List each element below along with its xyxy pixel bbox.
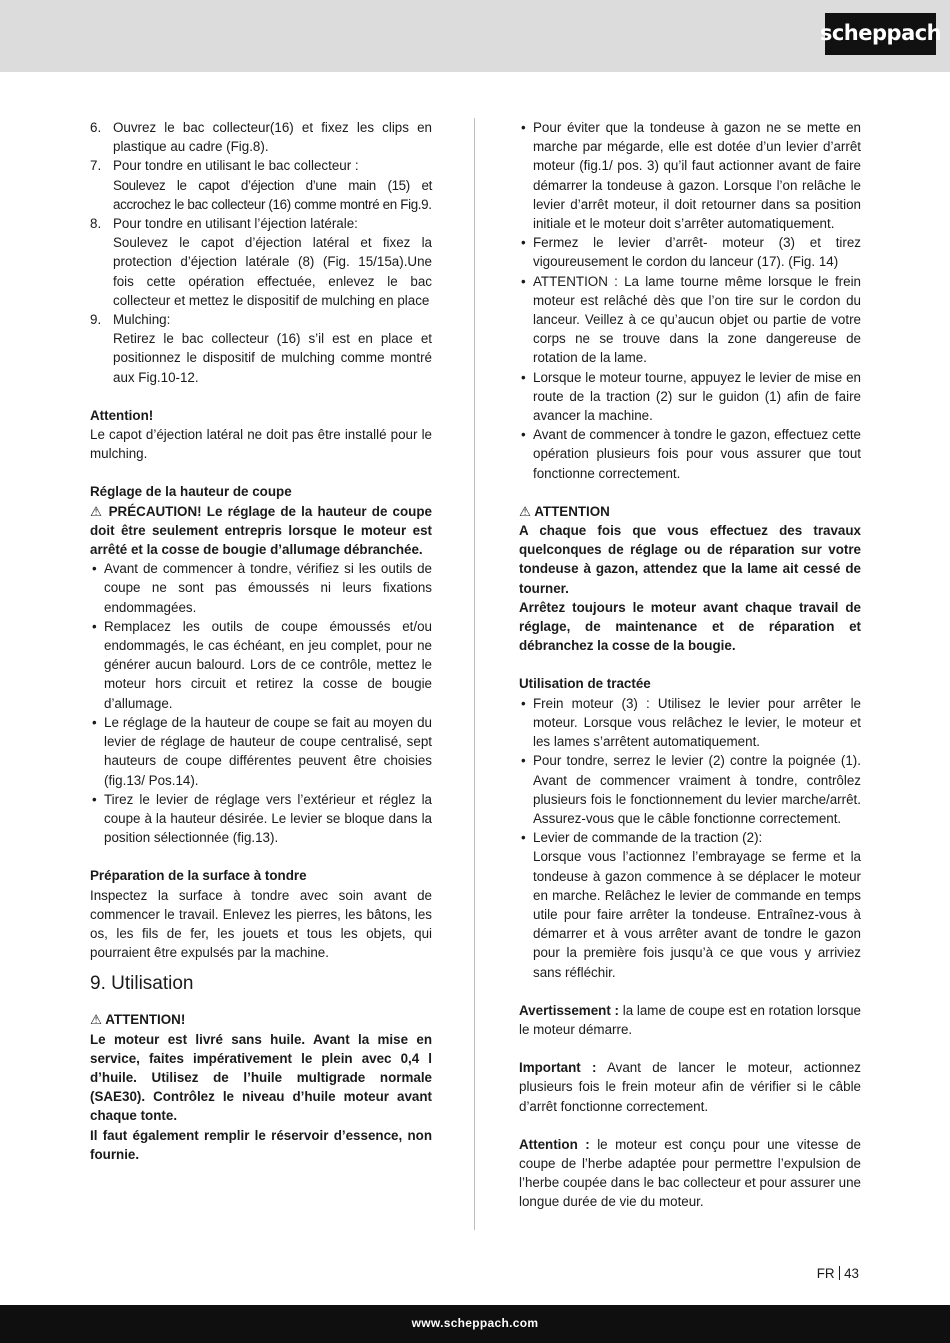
page-number [817,1264,859,1283]
attention2-text-fuel: Il faut également remplir le réservoir d’essence, non fournie. [90,1127,432,1162]
step-subtext: Soulevez le capot d’éjection d’une main (15) et accrochez le bac collecteur (16) comme montré en Fig.9. [113,177,432,212]
page-number-value: 43 [844,1266,859,1281]
step-text: Ouvrez le bac collecteur(16) et fixez les clips en plastique au cadre (Fig.8). [113,120,432,155]
list-item: • Lorsque le moteur tourne, appuyez le levier de mise en route de la traction (2) sur le guidon (1) afin de faire avancer la machine. [519,368,861,426]
important-paragraph [519,1058,861,1116]
footer-url[interactable]: www.scheppach.com [411,1316,539,1331]
list-item: • Pour tondre, serrez le levier (2) contre la poignée (1). Avant de commencer vraiment à tondre, contrôlez plusieurs fois le fonctionnement du levier marche/arrêt. Assurez-vous que le câble fonctionne correctement. [519,751,861,828]
step-subtext: Retirez le bac collecteur (16) s’il est en place et positionnez le dispositif de mulching comme montré aux Fig.10-12. [113,331,432,385]
warning-heading: ⚠ ATTENTION [519,503,610,519]
warning-text: A chaque fois que vous effectuez des travaux quelconques de réglage ou de réparation sur votre tondeuse à gazon, attendez que la lame ait cessé de tourner. [519,523,861,596]
page-header [0,0,950,72]
attention-text: Le capot d’éjection latéral ne doit pas être installé pour le mulching. [90,427,432,462]
left-column [90,118,432,1164]
step-7 [90,156,432,214]
list-item: • Avant de commencer à tondre le gazon, effectuez cette opération plusieurs fois pour vous assurer que tout fonctionne correctement. [519,425,861,483]
important-text: Avant de lancer le moteur, actionnez plusieurs fois le frein moteur afin de vérifier si le câble d’arrêt fonctionne correctement. [519,1060,861,1114]
list-item: • Le réglage de la hauteur de coupe se fait au moyen du levier de réglage de hauteur de coupe centralisé, sept hauteurs de coupe différentes peuvent être choisies (fig.13/ Pos.14). [90,713,432,790]
column-divider [474,118,475,1230]
list-item: • ATTENTION : La lame tourne même lorsque le frein moteur est relâché dès que l’on tire sur le cordon du lanceur. Veillez à ce qu’aucun objet ou partie de votre corps ne se trouve dans la zone dangereuse de rotation de la lame. [519,272,861,368]
preparation-text: Inspectez la surface à tondre avec soin avant de commencer le travail. Enlevez les pierres, les bâtons, les os, les fils de fer, les jouets et tous les objets, qui pourraient être expulsés par la machine. [90,887,432,961]
avertissement-text: la lame de coupe est en rotation lorsque le moteur démarre. [519,1002,861,1037]
tractee-heading: Utilisation de tractée [519,676,651,692]
attention-paragraph [519,1135,861,1212]
page-separator [839,1266,841,1280]
page-footer [0,1305,950,1343]
step-subtext: Soulevez le capot d’éjection latéral et fixez la protection d’éjection latérale (8) (Fig. 15/15a).Une fois cette opération effectuée, enlevez le bac collecteur et mettez le dispositif de mulching en place [113,235,432,308]
step-8 [90,214,432,310]
step-number: 8. [90,216,102,232]
step-number: 9. [90,312,102,328]
step-text: Mulching: [113,312,171,328]
important-label: Important : [519,1060,597,1076]
step-6 [90,118,432,156]
list-item: • Frein moteur (3) : Utilisez le levier pour arrêter le moteur. Lorsque vous relâchez le levier, le moteur et les lames s’arrêtent automatiquement. [519,694,861,752]
attention2-heading: ⚠ ATTENTION! [90,1012,186,1028]
list-item: • Avant de commencer à tondre, vérifiez si les outils de coupe ne sont pas émoussés ni leurs fixations endommagées. [90,559,432,617]
list-item [519,828,861,982]
step-number: 7. [90,158,102,174]
section-heading: 9. Utilisation [90,973,194,995]
list-item: • Pour éviter que la tondeuse à gazon ne se mette en marche par mégarde, elle est dotée d’un levier d’arrêt moteur (fig.1/ pos. 3) qu’il faut actionner avant de faire démarrer la tondeuse à gazon. Lorsque l’on relâche le levier d’arrêt moteur, il doit retourner dans sa position initiale et le moteur doit s’arrêter automatiquement. [519,118,861,233]
attention-text: le moteur est conçu pour une vitesse de coupe de l’herbe adaptée pour permettre l’expulsion de l’herbe coupée dans le bac collecteur et pour assurer une longue durée de vie du moteur. [519,1136,861,1210]
avertissement-label: Avertissement : [519,1002,619,1018]
list-item: • Tirez le levier de réglage vers l’extérieur et réglez la coupe à la hauteur désirée. Le levier se bloque dans la position sélectionnée (fig.13). [90,790,432,848]
right-column [519,118,861,1212]
step-number: 6. [90,120,102,135]
traction-text: Lorsque vous l’actionnez l’embrayage se ferme et la tondeuse à gazon commence à se déplacer le moteur en marche. Relâchez le levier de commande en temps utile pour faire arrêter la tondeuse. Entraînez-vous à démarrer et à vous arrêter avant de tondre le gazon pour la première fois jusqu’à ce que vous y arriviez sans réfléchir. [533,849,861,980]
list-item: • Remplacez les outils de coupe émoussés et/ou endommagés, le cas échéant, en jeu complet, pour ne générer aucun balourd. Lors de ce contrôle, mettez le moteur hors circuit et retirez la cosse de bougie d’allumage. [90,617,432,713]
step-9 [90,310,432,387]
page-language: FR [816,1266,835,1281]
list-item: • Fermez le levier d’arrêt- moteur (3) et tirez vigoureusement le cordon du lanceur (17). (Fig. 14) [519,233,861,271]
preparation-heading: Préparation de la surface à tondre [90,868,307,884]
step-text: Pour tondre en utilisant l’éjection latérale: [113,216,358,232]
traction-label: • Levier de commande de la traction (2): [533,830,763,846]
warning-text-motor: Arrêtez toujours le moteur avant chaque travail de réglage, de maintenance et de réparation et débranchez la cosse de la bougie. [519,599,861,654]
reglage-heading: Réglage de la hauteur de coupe [90,484,292,500]
brand-logo: scheppach [825,13,936,55]
reglage-warning: ⚠ PRÉCAUTION! Le réglage de la hauteur de coupe doit être seulement entrepris lorsque le moteur est arrêté et la cosse de bougie d’allumage débranchée. [90,503,432,558]
step-text: Pour tondre en utilisant le bac collecteur : [113,158,359,174]
attention2-text: Le moteur est livré sans huile. Avant la mise en service, faites impérativement le plein avec 0,4 l d’huile. Utilisez de l’huile multigrade normale (SAE30). Contrôlez le niveau d’huile moteur avant chaque tonte. [90,1031,432,1124]
attention-label: Attention : [519,1136,590,1152]
attention-heading: Attention! [90,407,154,423]
avertissement-paragraph [519,1001,861,1039]
